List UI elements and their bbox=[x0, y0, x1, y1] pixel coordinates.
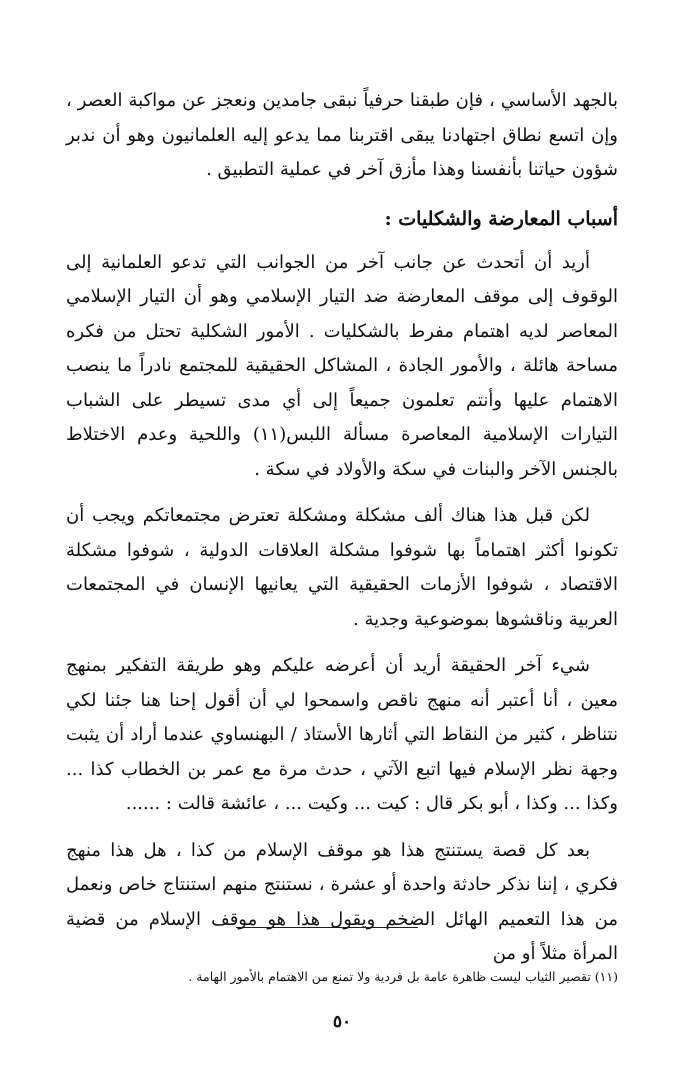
footnote-divider bbox=[236, 927, 418, 928]
page-body bbox=[66, 84, 618, 972]
paragraph-3: شيء آخر الحقيقة أريد أن أعرضه عليكم وهو طريقة التفكير بمنهج معين ، أنا أعتبر أنه منهج ناقص واسمحوا لي أن أقول إحنا هنا جئنا لكي نتناظر ، كثير من النقاط التي أثارها الأستاذ / البهنساوي عندما أراد أن يثبت وجهة نظر الإسلام فيها اتبع الآتي ، حدث مرة مع عمر بن الخطاب كذا ... وكذا ... وكذا ، أبو بكر قال : كيت ... وكيت ... ، عائشة قالت : ...... bbox=[66, 655, 618, 814]
footnote-reference: (١١) bbox=[252, 424, 287, 445]
section-heading: أسباب المعارضة والشكليات : bbox=[384, 207, 618, 230]
paragraph-1 bbox=[66, 246, 618, 488]
paragraph-1-text: أريد أن أتحدث عن جانب آخر من الجوانب التي تدعو العلمانية إلى الوقوف إلى موقف المعارضة ضد التيار الإسلامي وهو أن التيار الإسلامي المعاصر لديه اهتمام مفرط بالشكليات . الأمور الشكلية تحتل من فكره مساحة هائلة ، والأمور الجادة ، المشاكل الحقيقية للمجتمع نادراً ما ينصب الاهتمام عليها وأنتم تعلمون جميعاً إلى أي مدى تسيطر على الشباب التيارات الإسلامية المعاصرة مسألة اللبس bbox=[66, 251, 618, 445]
footnote: (١١) تقصير الثياب ليست ظاهرة عامة بل فردية ولا تمنع من الاهتمام بالأمور الهامة . bbox=[188, 968, 618, 984]
paragraph-1-continuation: واللحية وعدم الاختلاط بالجنس الآخر والبنات في سكة والأولاد في سكة . bbox=[66, 424, 618, 480]
page-number: ٥٠ bbox=[332, 1012, 352, 1032]
paragraph-intro: بالجهد الأساسي ، فإن طبقنا حرفياً نبقى جامدين ونعجز عن مواكبة العصر ، وإن اتسع نطاق اجتهادنا يبقى اقتربنا مما يدعو إليه العلمانيون وهو أن ندبر شؤون حياتنا بأنفسنا وهذا مأزق آخر في عملية التطبيق . bbox=[66, 90, 618, 180]
paragraph-4: بعد كل قصة يستنتج هذا هو موقف الإسلام من كذا ، هل هذا منهج فكري ، إننا نذكر حادثة واحدة أو عشرة ، نستنتج منهم استنتاج خاص ونعمل من هذا التعميم الهائل الضخم ويقول هذا هو موقف الإسلام من قضية المرأة مثلاً أو من bbox=[66, 839, 618, 964]
paragraph-2: لكن قبل هذا هناك ألف مشكلة ومشكلة تعترض مجتمعاتكم ويجب أن تكونوا أكثر اهتماماً بها شوفوا مشكلة العلاقات الدولية ، شوفوا مشكلة الاقتصاد ، شوفوا الأزمات الحقيقية التي يعانيها الإنسان في المجتمعات العربية وناقشوها بموضوعية وجدية . bbox=[66, 505, 618, 630]
